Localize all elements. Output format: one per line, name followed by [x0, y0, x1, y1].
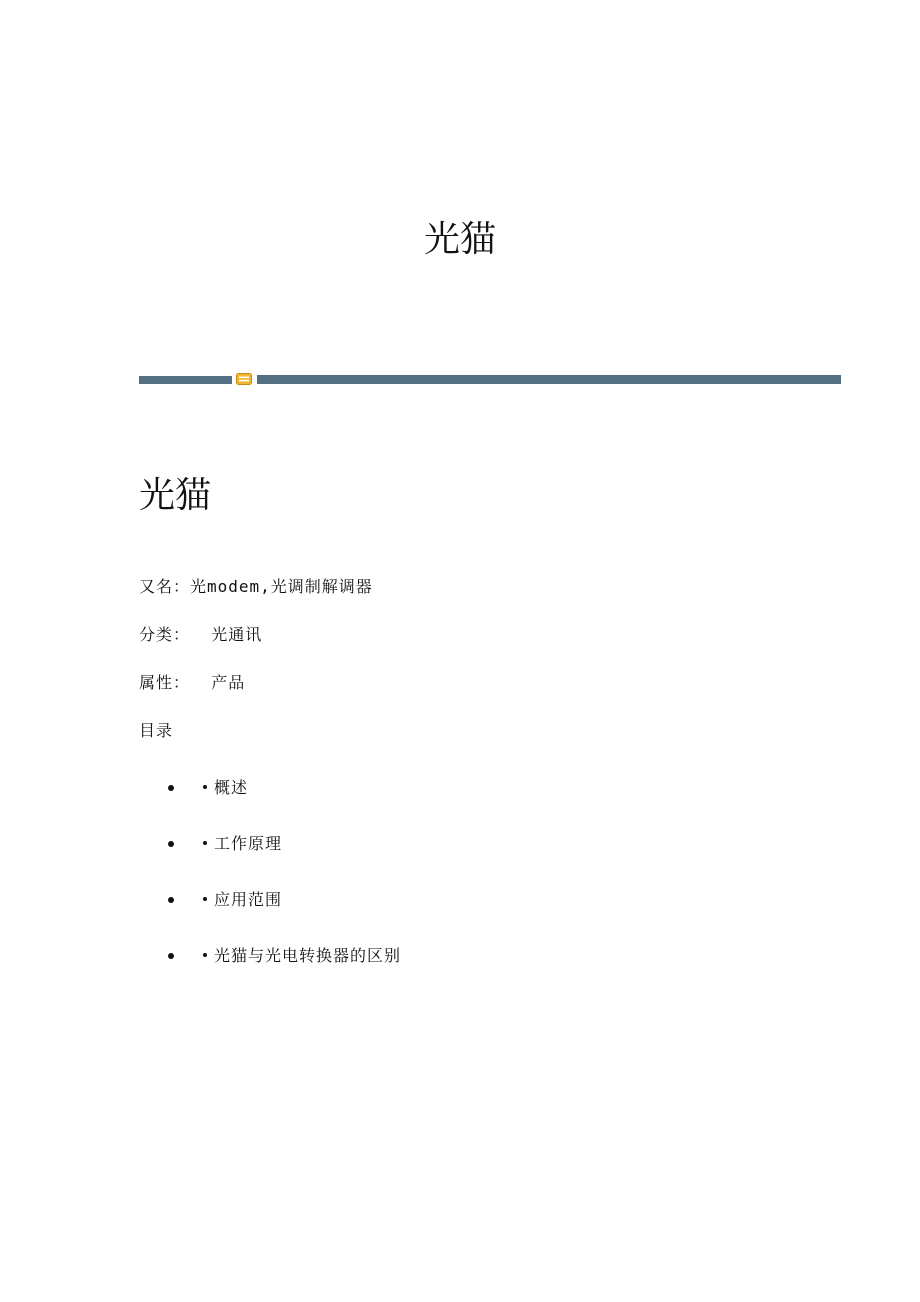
toc-item-application-scope[interactable] — [139, 888, 639, 912]
bullet-icon — [168, 897, 174, 903]
section-divider — [139, 372, 841, 386]
divider-ornament-icon — [236, 373, 252, 385]
cover-title: 光猫 — [423, 219, 496, 260]
toc-item-label[interactable]: 概述 — [214, 778, 249, 797]
toc-heading: 目录 — [139, 721, 174, 740]
toc-item-label[interactable]: 应用范围 — [214, 890, 283, 909]
toc-item-label[interactable]: 光猫与光电转换器的区别 — [214, 946, 402, 965]
divider-bar-right — [257, 375, 841, 384]
toc-item-working-principle[interactable] — [139, 832, 639, 856]
dot-icon — [203, 897, 207, 901]
toc-item-difference[interactable] — [139, 944, 639, 968]
dot-icon — [203, 785, 207, 789]
dot-icon — [203, 841, 207, 845]
category-line: 分类： 光通讯 — [139, 625, 263, 644]
toc-item-label[interactable]: 工作原理 — [214, 834, 283, 853]
divider-bar-left — [139, 376, 232, 384]
toc-item-overview[interactable] — [139, 776, 639, 800]
article-title: 光猫 — [139, 475, 212, 516]
alias-line: 又名：光modem,光调制解调器 — [139, 577, 373, 596]
bullet-icon — [168, 953, 174, 959]
bullet-icon — [168, 841, 174, 847]
bullet-icon — [168, 785, 174, 791]
dot-icon — [203, 953, 207, 957]
attribute-line: 属性： 产品 — [139, 673, 246, 692]
